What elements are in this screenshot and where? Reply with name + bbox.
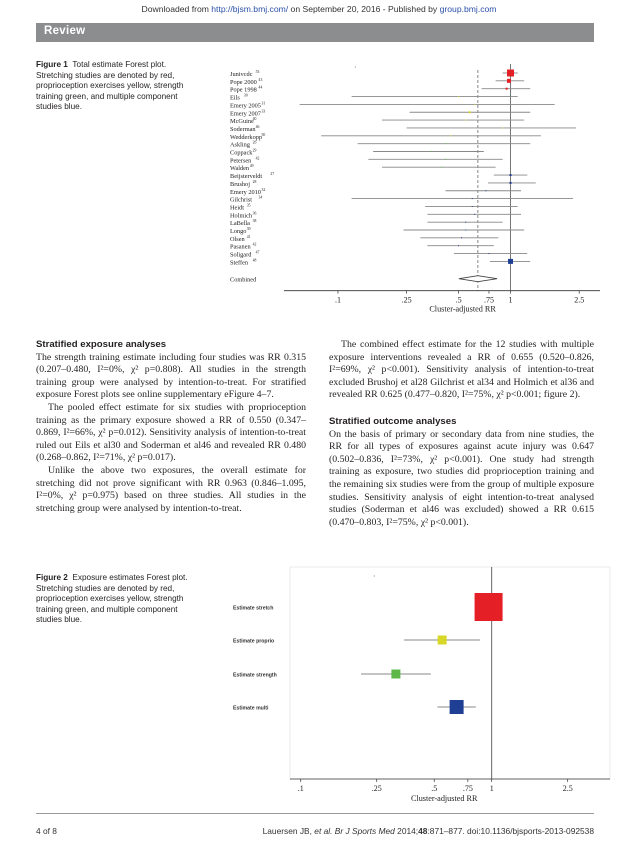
figure2-tick-label: .1 bbox=[297, 784, 304, 793]
bjsm-link[interactable]: http://bjsm.bmj.com/ bbox=[211, 4, 289, 14]
study-ref: 39 bbox=[246, 227, 251, 231]
download-banner bbox=[0, 4, 638, 14]
study-label: Holmich bbox=[230, 212, 253, 220]
study-label: Wedderkopp bbox=[230, 133, 263, 141]
right-paragraph-2: On the basis of primary or secondary data from nine studies, the RR for all types of exposures against acute injury was 0.647 (0.502–0.836, I²=73%, χ² p<0.001). One study had strength training as exposure, two studies did proprioception training and the remaining six studies were from the group of multiple exposure studies. Sensitivity analysis of eight intention-to-treat analysed studies (Soderman et al46 was excluded) showed a RR 0.615 (0.470–0.803, I²=75%, χ² p<0.001). bbox=[329, 428, 594, 528]
section-bar bbox=[36, 23, 594, 42]
study-point bbox=[465, 222, 466, 223]
study-point bbox=[485, 190, 486, 191]
figure2-background bbox=[228, 565, 613, 807]
figure1-caption bbox=[36, 60, 196, 113]
estimate-label: Estimate proprio bbox=[233, 638, 275, 645]
study-point bbox=[450, 135, 451, 136]
citation bbox=[263, 826, 594, 836]
study-ref: 35 bbox=[246, 203, 251, 208]
banner-prefix: Downloaded from bbox=[141, 4, 212, 14]
study-point bbox=[474, 104, 475, 105]
study-point bbox=[507, 70, 514, 77]
study-label: Pasanen bbox=[230, 243, 251, 251]
study-point bbox=[458, 245, 459, 246]
study-point bbox=[472, 206, 473, 207]
citation-volume: 48 bbox=[418, 826, 428, 836]
left-paragraph-1: The strength training estimate including four studies was RR 0.315 (0.207–0.480, I²=0%, χ² p=0.808). All studies in the strength training group were analysed by intention-to-treat. For stratified exposure Forest plots see online supplementary eFigure 4–7. bbox=[36, 351, 306, 401]
study-ref: 33 bbox=[261, 109, 266, 114]
study-label: Soligard bbox=[230, 251, 252, 259]
study-label: Emery 2005 bbox=[230, 102, 261, 110]
figure2-xlabel: Cluster-adjusted RR bbox=[410, 794, 478, 803]
study-point bbox=[506, 88, 508, 90]
estimate-point bbox=[450, 700, 464, 714]
footer-rule bbox=[36, 813, 594, 814]
figure1-tick-label: 2.5 bbox=[574, 295, 585, 305]
study-point bbox=[510, 174, 512, 176]
study-point bbox=[461, 237, 462, 238]
figure1-tick-label: .75 bbox=[483, 295, 494, 305]
figure2-tick-label: 2.5 bbox=[562, 784, 573, 793]
estimate-point bbox=[391, 670, 400, 679]
study-ref: 41 bbox=[246, 234, 251, 239]
left-paragraph-3: Unlike the above two exposures, the overall estimate for stretching did not prove significant with RR 0.963 (0.846–1.095, I²=0%, χ² p=0.975) based on three studies. All studies in the stretching group were analysed by intention-to-treat. bbox=[36, 464, 306, 514]
estimate-point bbox=[438, 636, 447, 645]
figure1-xlabel: Cluster-adjusted RR bbox=[429, 304, 496, 314]
study-label: Steffen bbox=[230, 259, 249, 267]
study-label: Eils bbox=[230, 94, 240, 102]
figure2-label: Figure 2 bbox=[36, 573, 68, 582]
figure2-forest-plot bbox=[228, 565, 613, 807]
study-ref: 30 bbox=[243, 93, 248, 98]
study-point bbox=[502, 127, 503, 128]
estimate-label: Estimate stretch bbox=[233, 605, 274, 612]
section-label: Review bbox=[44, 25, 86, 37]
study-point bbox=[445, 159, 446, 160]
study-label: LaBella bbox=[230, 220, 250, 228]
study-ref: 26 bbox=[252, 140, 257, 145]
estimate-label: Estimate strength bbox=[233, 672, 277, 679]
left-column bbox=[36, 339, 306, 515]
study-label: Pope 1998 bbox=[230, 86, 257, 94]
study-label: Walden bbox=[230, 165, 250, 173]
study-ref: 49 bbox=[249, 164, 254, 169]
study-label: Longo bbox=[230, 228, 247, 235]
citation-authors: Lauersen JB, bbox=[262, 826, 315, 836]
study-ref: 42 bbox=[252, 242, 257, 247]
study-ref: 32 bbox=[261, 187, 266, 192]
study-ref: 31 bbox=[261, 101, 266, 106]
estimate-label: Estimate multi bbox=[233, 705, 269, 712]
figure1-tick-label: .1 bbox=[334, 295, 341, 305]
study-ref: 47 bbox=[255, 250, 260, 255]
study-label: Heidt bbox=[230, 204, 244, 212]
stratified-exposure-heading: Stratified exposure analyses bbox=[36, 339, 167, 350]
study-ref: 46 bbox=[255, 124, 260, 129]
study-ref: 44 bbox=[258, 85, 263, 90]
study-ref: 38 bbox=[252, 219, 257, 224]
figure2-tick-label: .5 bbox=[431, 784, 438, 793]
group-bmj-link[interactable]: group.bmj.com bbox=[439, 4, 497, 14]
study-point bbox=[469, 111, 471, 113]
study-ref: 40 bbox=[252, 117, 257, 122]
study-point bbox=[441, 167, 442, 168]
study-ref: 27 bbox=[270, 172, 275, 177]
combined-label: Combined bbox=[230, 276, 257, 284]
study-point bbox=[445, 143, 446, 144]
study-ref: 36 bbox=[252, 211, 257, 216]
stratified-outcome-heading: Stratified outcome analyses bbox=[329, 415, 457, 427]
figure2-caption-text: Exposure estimates Forest plot. Stretching studies are denoted by red, proprioception exercises yellow, strength training green, and multiple component studies blue. bbox=[36, 573, 188, 625]
study-label: Olsen bbox=[230, 235, 245, 243]
citation-pages: :871–877. doi:10.1136/bjsports-2013-092538 bbox=[427, 826, 594, 836]
figure1-background bbox=[228, 58, 608, 308]
right-paragraph-1: The combined effect estimate for the 12 studies with multiple exposure interventions revealed a RR of 0.655 (0.520–0.826, I²=69%, χ² p<0.001). Sensitivity analysis of intention-to-treat excluded Brushoj et al28 Gilchrist et al34 and Holmich et al36 and revealed RR 0.625 (0.477–0.820, I²=75%, χ² p<0.001; figure 2). bbox=[329, 339, 594, 401]
figure1-caption-text: Total estimate Forest plot. Stretching studies are denoted by red, proprioception exercises yellow, strength training green, and multiple component studies blue. bbox=[36, 60, 184, 112]
left-paragraph-2: The pooled effect estimate for six studies with proprioception training as the primary exposure showed a RR of 0.550 (0.347–0.869, I²=66%, χ² p=0.012). Sensitivity analysis of intention-to-treat ruled out Eils et al30 and Soderman et al46 and revealed RR 0.480 (0.268–0.862, I²=71%, χ² p=0.017). bbox=[36, 401, 306, 464]
study-label: Soderman bbox=[230, 125, 256, 133]
figure2-tick-label: 1 bbox=[489, 784, 494, 793]
study-label: Brushoj bbox=[230, 180, 250, 188]
study-ref: 43 bbox=[258, 77, 263, 82]
study-ref: 48 bbox=[252, 258, 257, 263]
figure1-tick-label: .5 bbox=[455, 295, 462, 305]
study-point bbox=[458, 96, 459, 97]
figure2-tick-label: .25 bbox=[371, 784, 382, 793]
study-point bbox=[431, 151, 432, 152]
study-point bbox=[510, 182, 512, 184]
study-ref: 42 bbox=[255, 156, 260, 161]
study-ref: 34 bbox=[258, 195, 263, 200]
study-label: Askling bbox=[230, 141, 250, 149]
figure1-tick-label: 1 bbox=[508, 295, 513, 305]
figure1-forest-plot bbox=[228, 58, 608, 314]
study-point bbox=[507, 79, 511, 83]
study-ref: 50 bbox=[261, 132, 266, 137]
study-label: Beijsterveldt bbox=[230, 173, 263, 181]
study-point bbox=[488, 253, 489, 254]
study-label: McGuine bbox=[230, 118, 254, 126]
figure1-label: Figure 1 bbox=[36, 60, 68, 69]
banner-middle: on September 20, 2016 - Published by bbox=[288, 4, 440, 14]
study-label: Petersen bbox=[230, 157, 252, 165]
page-number: 4 of 8 bbox=[36, 826, 57, 836]
right-column bbox=[329, 339, 594, 529]
figure1-stray-mark: · bbox=[354, 63, 357, 72]
figure2-tick-label: .75 bbox=[462, 784, 473, 793]
study-label: Emery 2007 bbox=[230, 110, 261, 118]
figure1-tick-label: .25 bbox=[401, 295, 412, 305]
citation-journal: et al. Br J Sports Med bbox=[314, 826, 395, 836]
study-point bbox=[465, 120, 466, 121]
estimate-point bbox=[475, 593, 503, 621]
study-ref: 28 bbox=[252, 179, 257, 184]
study-point bbox=[474, 214, 475, 215]
study-label: Junivcdc bbox=[230, 71, 253, 78]
study-point bbox=[472, 198, 473, 199]
study-point bbox=[508, 259, 513, 264]
figure2-caption bbox=[36, 573, 196, 626]
citation-year: 2014; bbox=[394, 826, 419, 836]
study-label: Coppack bbox=[230, 149, 253, 157]
study-label: Gilchrist bbox=[230, 196, 253, 204]
study-label: Pope 2000 bbox=[230, 78, 257, 86]
figure2-stray-mark: · bbox=[373, 572, 376, 581]
study-ref: 29 bbox=[252, 148, 257, 153]
study-point bbox=[465, 230, 466, 231]
study-ref: 53 bbox=[255, 70, 260, 74]
study-label: Emery 2010 bbox=[230, 188, 261, 196]
